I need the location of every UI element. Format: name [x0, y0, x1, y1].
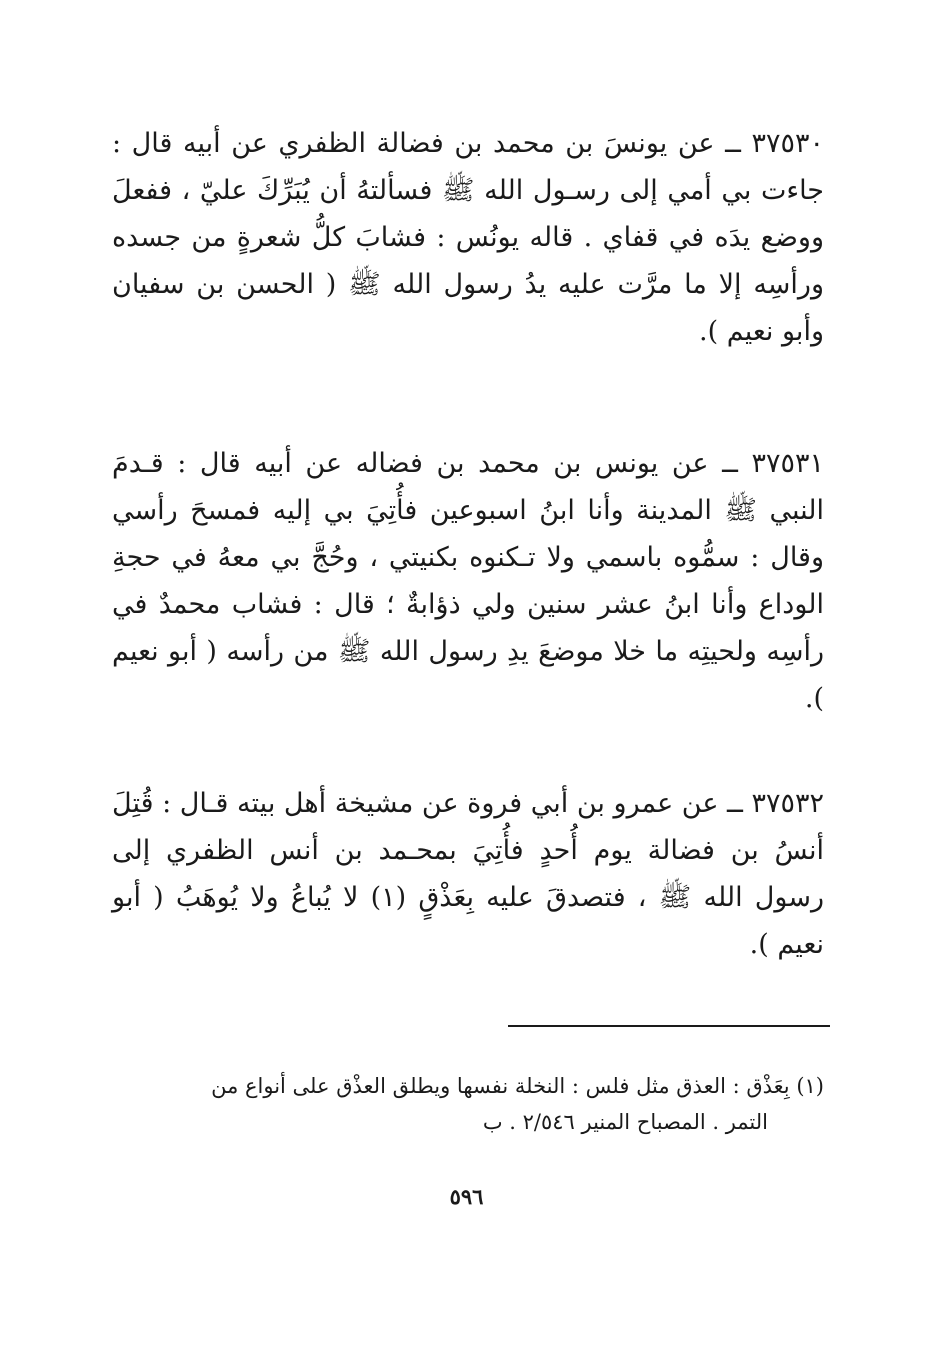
hadith-entry-37532: [112, 780, 824, 968]
entry-text: ٣٧٥٣٠ ــ عن يونسَ بن محمد بن فضالة الظفري عن أبيه قال : جاءت بي أمي إلى رسـول الله ﷺ فسألتهُ أن يُبَرِّكَ عليّ ، ففعلَ ووضع يدَه في قفاي . قاله يونُس : فشابَ كلُّ شعرةٍ من جسده ورأسِه إلا ما مرَّت عليه يدُ رسول الله ﷺ ( الحسن بن سفيان وأبو نعيم ).: [112, 128, 824, 347]
hadith-entry-37531: [112, 440, 824, 722]
entry-text: ٣٧٥٣١ ــ عن يونس بن محمد بن فضاله عن أبيه قال : قـدمَ النبي ﷺ المدينة وأنا ابنُ اسبوعين فأُتِيَ بي إليه فمسحَ رأسي وقال : سمُّوه باسمي ولا تـكنوه بكنيتي ، وحُجَّ بي معهُ في حجةِ الوداع وأنا ابنُ عشر سنين ولي ذؤابةٌ ؛ قال : فشاب محمدٌ في رأسِه ولحيتِه ما خلا موضعَ يدِ رسول الله ﷺ من رأسه ( أبو نعيم ).: [112, 448, 824, 714]
footnote-line-2: التمر . المصباح المنير ٢/٥٤٦ . ب: [482, 1110, 768, 1134]
page-number: ٥٩٦: [449, 1184, 484, 1209]
footnote-divider: [508, 1025, 830, 1027]
hadith-entry-37530: [112, 120, 824, 355]
footnote-line-1: (١) بِعَذْق : العذق مثل فلس : النخلة نفسها ويطلق العذْق على أنواع من: [211, 1074, 824, 1098]
footnote: [112, 1068, 824, 1140]
entry-text: ٣٧٥٣٢ ــ عن عمرو بن أبي فروة عن مشيخة أهل بيته قـال : قُتِلَ أنسُ بن فضالة يوم أُحدٍ فأُتِيَ بمحـمد بن أنس الظفري إلى رسول الله ﷺ ، فتصدقَ عليه بِعَذْقٍ (١) لا يُباعُ ولا يُوهَبُ ( أبو نعيم ).: [112, 788, 825, 960]
